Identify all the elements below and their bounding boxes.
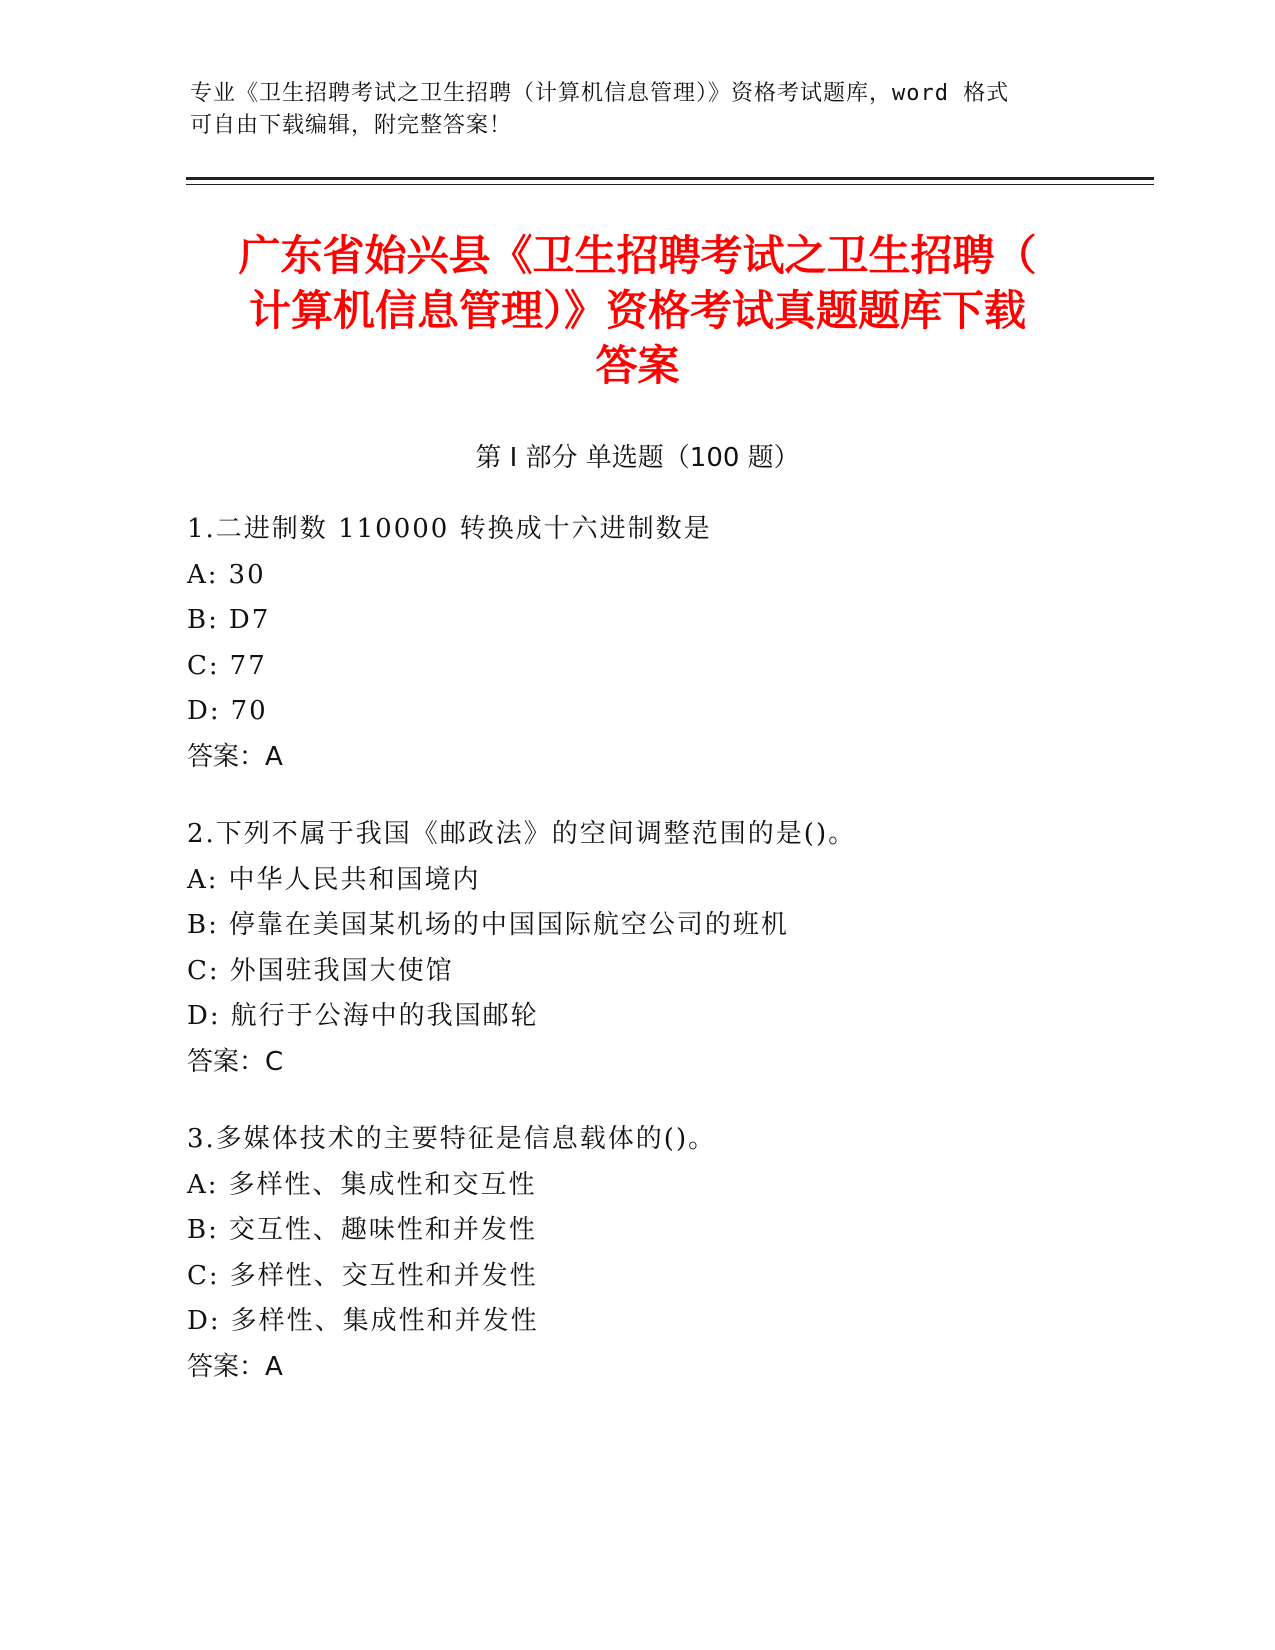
- question-stem: 3.多媒体技术的主要特征是信息载体的()。: [187, 1124, 717, 1154]
- option-text: 停靠在美国某机场的中国国际航空公司的班机: [228, 910, 789, 940]
- header-line-1: 专业《卫生招聘考试之卫生招聘（计算机信息管理）》资格考试题库，word 格式: [190, 81, 1010, 106]
- main-title-line-1: 广东省始兴县《卫生招聘考试之卫生招聘（: [238, 231, 1037, 280]
- question-stem: 1.二进制数 110000 转换成十六进制数是: [187, 514, 712, 544]
- option-text: D7: [228, 605, 271, 635]
- option-letter: C:: [187, 955, 220, 986]
- option-text: 多样性、集成性和交互性: [228, 1169, 537, 1200]
- header-divider-thick: [186, 177, 1154, 180]
- question-block: [187, 812, 1147, 1085]
- option-c: [187, 949, 1147, 995]
- option-text: 航行于公海中的我国邮轮: [230, 1001, 539, 1031]
- option-letter: A:: [187, 864, 219, 895]
- option-text: 中华人民共和国境内: [228, 864, 481, 895]
- option-letter: B:: [187, 910, 219, 940]
- document-header: [190, 78, 1090, 142]
- option-text: 70: [230, 696, 268, 726]
- option-letter: D:: [187, 1001, 221, 1031]
- option-letter: A:: [187, 559, 219, 590]
- option-c: [187, 644, 1147, 690]
- answer-line: 答案：C: [187, 1046, 284, 1077]
- option-text: 交互性、趣味性和并发性: [228, 1215, 537, 1245]
- option-b: [187, 903, 1147, 949]
- question-block: [187, 1117, 1147, 1390]
- option-text: 30: [228, 559, 266, 590]
- option-text: 多样性、集成性和并发性: [230, 1306, 539, 1336]
- option-a: [187, 1163, 1147, 1209]
- option-d: [187, 689, 1147, 735]
- option-b: [187, 1208, 1147, 1254]
- option-letter: B:: [187, 605, 219, 635]
- option-a: [187, 858, 1147, 904]
- header-divider-thin: [186, 184, 1154, 185]
- option-text: 77: [229, 650, 267, 681]
- question-block: [187, 507, 1147, 780]
- option-letter: D:: [187, 1306, 221, 1336]
- option-letter: D:: [187, 696, 221, 726]
- main-title-line-3: 答案: [595, 341, 680, 390]
- option-text: 外国驻我国大使馆: [229, 955, 454, 986]
- header-line-2: 可自由下载编辑，附完整答案！: [190, 113, 513, 138]
- option-d: [187, 994, 1147, 1040]
- section-heading: 第 I 部分 单选题（100 题）: [475, 443, 800, 473]
- option-letter: B:: [187, 1215, 219, 1245]
- option-d: [187, 1299, 1147, 1345]
- option-b: [187, 598, 1147, 644]
- question-stem: 2.下列不属于我国《邮政法》的空间调整范围的是()。: [187, 819, 857, 849]
- option-text: 多样性、交互性和并发性: [229, 1260, 538, 1291]
- option-letter: C:: [187, 650, 220, 681]
- option-c: [187, 1254, 1147, 1300]
- answer-line: 答案：A: [187, 1351, 283, 1382]
- answer-line: 答案：A: [187, 741, 283, 772]
- option-letter: A:: [187, 1169, 219, 1200]
- option-letter: C:: [187, 1260, 220, 1291]
- option-a: [187, 553, 1147, 599]
- main-title: [150, 228, 1125, 393]
- main-title-line-2: 计算机信息管理）》资格考试真题题库下载: [248, 286, 1026, 335]
